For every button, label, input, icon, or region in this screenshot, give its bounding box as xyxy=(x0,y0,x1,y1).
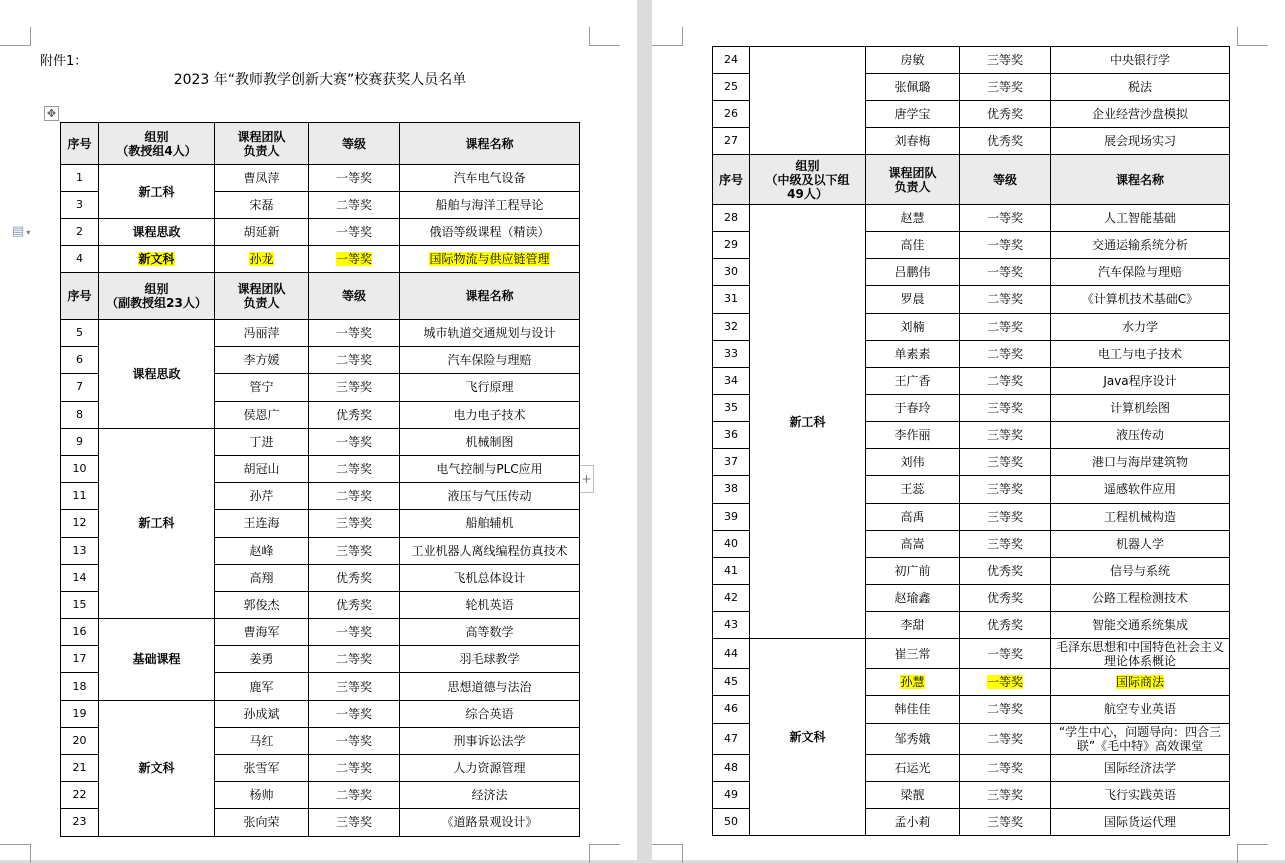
header-course-line: 课程名称 xyxy=(465,136,514,151)
cell-level: 一等奖 xyxy=(309,165,400,192)
chevron-down-icon: ▾ xyxy=(26,228,31,237)
row-number: 31 xyxy=(713,286,750,313)
cell-level: 一等奖 xyxy=(960,205,1051,232)
cell-leader: 管宁 xyxy=(215,374,309,401)
row-number: 23 xyxy=(61,809,99,836)
cell-level: 三等奖 xyxy=(960,476,1051,503)
highlighted-leader: 孙慧 xyxy=(900,675,925,690)
cell-course: 机器人学 xyxy=(1051,530,1230,557)
cell-leader: 石运光 xyxy=(866,754,960,781)
row-number: 38 xyxy=(713,476,750,503)
cell-course: 汽车保险与理赔 xyxy=(1051,259,1230,286)
cell-level: 一等奖 xyxy=(309,700,400,727)
header-level-line: 等级 xyxy=(341,136,366,151)
cell-leader: 房敏 xyxy=(866,47,960,74)
header-group-line: （中级及以下组 xyxy=(765,172,850,187)
cell-course: 《计算机技术基础C》 xyxy=(1051,286,1230,313)
cell-level: 二等奖 xyxy=(309,192,400,219)
corner-mark xyxy=(589,27,620,46)
header-group-line: （副教授组23人） xyxy=(106,296,207,310)
corner-mark xyxy=(1237,27,1268,46)
header-course xyxy=(400,123,580,165)
cell-leader: 曹凤萍 xyxy=(215,165,309,192)
cell-course: 税法 xyxy=(1051,74,1230,101)
cell-course: 水力学 xyxy=(1051,313,1230,340)
cell-level: 一等奖 xyxy=(309,320,400,347)
header-leader-line: 课程团队 xyxy=(888,165,937,180)
corner-mark xyxy=(0,27,31,46)
table-row xyxy=(61,219,580,246)
cell-level: 二等奖 xyxy=(960,313,1051,340)
cell-leader: 张雪军 xyxy=(215,755,309,782)
row-number: 17 xyxy=(61,646,99,673)
table-header-row xyxy=(61,273,580,320)
cell-course: 遥感软件应用 xyxy=(1051,476,1230,503)
cell-course: 汽车保险与理赔 xyxy=(400,347,580,374)
cell-leader: 姜勇 xyxy=(215,646,309,673)
row-number: 34 xyxy=(713,367,750,394)
document-icon: ▤ xyxy=(12,224,25,239)
cell-leader: 刘春梅 xyxy=(866,128,960,155)
cell-leader: 高嵩 xyxy=(866,530,960,557)
cell-level: 一等奖 xyxy=(960,259,1051,286)
header-seq-line: 序号 xyxy=(67,136,92,151)
cell-leader: 侯恩广 xyxy=(215,401,309,428)
cell-level: 三等奖 xyxy=(960,74,1051,101)
cell-level: 三等奖 xyxy=(309,510,400,537)
highlighted-leader: 孙龙 xyxy=(249,252,274,266)
row-number: 42 xyxy=(713,584,750,611)
header-seq xyxy=(61,123,99,165)
corner-mark xyxy=(0,844,31,863)
cell-course: 航空专业英语 xyxy=(1051,696,1230,723)
cell-level: 三等奖 xyxy=(960,394,1051,421)
cell-course: 电力电子技术 xyxy=(400,401,580,428)
cell-level: 一等奖 xyxy=(309,727,400,754)
highlighted-level: 一等奖 xyxy=(335,252,372,266)
cell-leader: 赵峰 xyxy=(215,537,309,564)
cell-level: 优秀奖 xyxy=(309,401,400,428)
page-tool-icon[interactable] xyxy=(12,224,30,239)
cell-level: 一等奖 xyxy=(309,619,400,646)
cell-course: 机械制图 xyxy=(400,428,580,455)
row-number: 48 xyxy=(713,754,750,781)
cell-leader xyxy=(866,669,960,696)
corner-mark xyxy=(589,844,620,863)
cell-course: 经济法 xyxy=(400,782,580,809)
header-group-line: 组别 xyxy=(144,129,169,144)
cell-leader: 王蕊 xyxy=(866,476,960,503)
cell-leader: 吕鹏伟 xyxy=(866,259,960,286)
cell-leader: 曹海军 xyxy=(215,619,309,646)
cell-leader: 于春玲 xyxy=(866,394,960,421)
cell-level: 优秀奖 xyxy=(960,612,1051,639)
table-row xyxy=(61,700,580,727)
cell-leader: 李作丽 xyxy=(866,422,960,449)
cell-course: Java程序设计 xyxy=(1051,367,1230,394)
row-number: 27 xyxy=(713,128,750,155)
row-number: 43 xyxy=(713,612,750,639)
cell-leader: 崔三常 xyxy=(866,639,960,669)
header-leader-line: 负责人 xyxy=(243,143,280,158)
cell-level: 二等奖 xyxy=(960,723,1051,754)
cell-leader: 胡冠山 xyxy=(215,455,309,482)
cell-leader: 张佩璐 xyxy=(866,74,960,101)
cell-course: 人力资源管理 xyxy=(400,755,580,782)
header-leader xyxy=(866,155,960,205)
row-number: 19 xyxy=(61,700,99,727)
row-number: 32 xyxy=(713,313,750,340)
cell-course: 信号与系统 xyxy=(1051,557,1230,584)
header-seq-line: 序号 xyxy=(718,172,743,187)
cell-course: 展会现场实习 xyxy=(1051,128,1230,155)
cell-level: 优秀奖 xyxy=(960,584,1051,611)
group-cell: 新工科 xyxy=(99,428,215,618)
row-number: 47 xyxy=(713,723,750,754)
cell-course: 飞机总体设计 xyxy=(400,564,580,591)
row-number: 11 xyxy=(61,483,99,510)
cell-course xyxy=(1051,669,1230,696)
cell-level: 一等奖 xyxy=(960,639,1051,669)
cell-leader: 马红 xyxy=(215,727,309,754)
cell-level: 优秀奖 xyxy=(960,557,1051,584)
group-cell: 新文科 xyxy=(99,700,215,836)
cell-level: 二等奖 xyxy=(960,367,1051,394)
cell-course: 船舶辅机 xyxy=(400,510,580,537)
cell-level: 一等奖 xyxy=(309,428,400,455)
row-number: 46 xyxy=(713,696,750,723)
cell-course: 国际经济法学 xyxy=(1051,754,1230,781)
row-number: 40 xyxy=(713,530,750,557)
cell-course: 综合英语 xyxy=(400,700,580,727)
cell-course: 交通运输系统分析 xyxy=(1051,232,1230,259)
cell-course: 港口与海岸建筑物 xyxy=(1051,449,1230,476)
row-number: 10 xyxy=(61,455,99,482)
table-row xyxy=(713,205,1230,232)
row-number: 15 xyxy=(61,591,99,618)
cell-level: 三等奖 xyxy=(960,503,1051,530)
group-cell: 新工科 xyxy=(750,205,866,639)
cell-level: 三等奖 xyxy=(960,449,1051,476)
header-level xyxy=(309,273,400,320)
cell-course: 刑事诉讼法学 xyxy=(400,727,580,754)
cell-leader: 孟小莉 xyxy=(866,808,960,835)
cell-leader: 唐学宝 xyxy=(866,101,960,128)
cell-course: 电工与电子技术 xyxy=(1051,340,1230,367)
cell-course: 思想道德与法治 xyxy=(400,673,580,700)
row-number: 33 xyxy=(713,340,750,367)
row-number: 8 xyxy=(61,401,99,428)
row-number: 22 xyxy=(61,782,99,809)
cell-level: 三等奖 xyxy=(309,809,400,836)
group-cell: 课程思政 xyxy=(99,219,215,246)
cell-level: 优秀奖 xyxy=(309,591,400,618)
cell-leader: 李方媛 xyxy=(215,347,309,374)
header-group xyxy=(99,273,215,320)
cell-course: 智能交通系统集成 xyxy=(1051,612,1230,639)
add-column-button[interactable]: + xyxy=(579,465,594,493)
header-group-line: 49人） xyxy=(787,186,828,201)
table-row xyxy=(713,47,1230,74)
cell-level: 二等奖 xyxy=(309,483,400,510)
cell-level: 二等奖 xyxy=(309,455,400,482)
header-seq xyxy=(61,273,99,320)
cell-course: 计算机绘图 xyxy=(1051,394,1230,421)
row-number: 14 xyxy=(61,564,99,591)
row-number: 36 xyxy=(713,422,750,449)
cell-level: 一等奖 xyxy=(309,219,400,246)
header-leader-line: 负责人 xyxy=(243,296,280,310)
cell-course: 汽车电气设备 xyxy=(400,165,580,192)
row-number: 9 xyxy=(61,428,99,455)
row-number: 6 xyxy=(61,347,99,374)
cell-leader: 胡延新 xyxy=(215,219,309,246)
header-group xyxy=(99,123,215,165)
cell-course: 俄语等级课程（精读） xyxy=(400,219,580,246)
cell-course: 《道路景观设计》 xyxy=(400,809,580,836)
row-number: 21 xyxy=(61,755,99,782)
row-number: 26 xyxy=(713,101,750,128)
table-row xyxy=(61,428,580,455)
cell-level: 三等奖 xyxy=(960,47,1051,74)
cell-course: 高等数学 xyxy=(400,619,580,646)
cell-level: 二等奖 xyxy=(960,340,1051,367)
cell-level: 三等奖 xyxy=(309,374,400,401)
cell-leader: 张向荣 xyxy=(215,809,309,836)
cell-leader: 杨帅 xyxy=(215,782,309,809)
cell-leader: 鹿军 xyxy=(215,673,309,700)
cell-leader: 孙成斌 xyxy=(215,700,309,727)
table-move-handle-icon[interactable]: ✥ xyxy=(44,106,59,121)
cell-course: 中央银行学 xyxy=(1051,47,1230,74)
cell-level: 二等奖 xyxy=(309,755,400,782)
cell-leader: 李甜 xyxy=(866,612,960,639)
cell-leader: 刘楠 xyxy=(866,313,960,340)
header-leader-line: 负责人 xyxy=(894,179,931,194)
cell-level xyxy=(309,246,400,273)
row-number: 18 xyxy=(61,673,99,700)
cell-course: 工业机器人离线编程仿真技术 xyxy=(400,537,580,564)
cell-level: 优秀奖 xyxy=(960,101,1051,128)
cell-course: 人工智能基础 xyxy=(1051,205,1230,232)
cell-course: 液压传动 xyxy=(1051,422,1230,449)
attachment-label: 附件1： xyxy=(40,54,88,69)
cell-course: 船舶与海洋工程导论 xyxy=(400,192,580,219)
group-cell: 新文科 xyxy=(750,639,866,836)
group-cell: 基础课程 xyxy=(99,619,215,701)
row-number: 25 xyxy=(713,74,750,101)
corner-mark xyxy=(652,27,683,46)
header-leader-line: 课程团队 xyxy=(237,282,286,296)
cell-level xyxy=(960,669,1051,696)
highlighted-course: 国际商法 xyxy=(1115,675,1164,690)
header-course xyxy=(400,273,580,320)
cell-level: 三等奖 xyxy=(960,808,1051,835)
highlighted-level: 一等奖 xyxy=(986,675,1023,690)
header-level-line: 等级 xyxy=(341,289,366,303)
awards-table-left xyxy=(60,122,580,837)
cell-level: 一等奖 xyxy=(960,232,1051,259)
cell-level: 三等奖 xyxy=(960,781,1051,808)
cell-course: 毛泽东思想和中国特色社会主义理论体系概论 xyxy=(1051,639,1230,669)
cell-course: 工程机械构造 xyxy=(1051,503,1230,530)
cell-level: 优秀奖 xyxy=(960,128,1051,155)
header-level xyxy=(960,155,1051,205)
row-number: 37 xyxy=(713,449,750,476)
cell-course: 轮机英语 xyxy=(400,591,580,618)
cell-leader: 赵慧 xyxy=(866,205,960,232)
cell-course: “学生中心，问题导向：四合三联”《毛中特》高效课堂 xyxy=(1051,723,1230,754)
cell-level: 优秀奖 xyxy=(309,564,400,591)
row-number: 49 xyxy=(713,781,750,808)
row-number: 4 xyxy=(61,246,99,273)
row-number: 28 xyxy=(713,205,750,232)
cell-level: 二等奖 xyxy=(309,646,400,673)
row-number: 20 xyxy=(61,727,99,754)
cell-leader: 韩佳佳 xyxy=(866,696,960,723)
row-number: 45 xyxy=(713,669,750,696)
awards-table-right xyxy=(712,46,1230,836)
group-cell: 新工科 xyxy=(99,165,215,219)
header-leader xyxy=(215,123,309,165)
cell-leader: 邹秀娥 xyxy=(866,723,960,754)
cell-course xyxy=(400,246,580,273)
cell-course: 飞行实践英语 xyxy=(1051,781,1230,808)
row-number: 50 xyxy=(713,808,750,835)
cell-leader: 冯丽萍 xyxy=(215,320,309,347)
cell-level: 二等奖 xyxy=(960,754,1051,781)
header-seq-line: 序号 xyxy=(67,289,92,303)
cell-leader: 王连海 xyxy=(215,510,309,537)
group-cell xyxy=(750,47,866,155)
cell-course: 城市轨道交通规划与设计 xyxy=(400,320,580,347)
cell-leader: 梁靓 xyxy=(866,781,960,808)
header-leader xyxy=(215,273,309,320)
row-number: 1 xyxy=(61,165,99,192)
cell-leader: 王广香 xyxy=(866,367,960,394)
cell-course: 飞行原理 xyxy=(400,374,580,401)
header-group-line: （教授组4人） xyxy=(116,143,197,158)
cell-leader: 罗晨 xyxy=(866,286,960,313)
group-cell: 课程思政 xyxy=(99,320,215,429)
cell-leader: 孙芹 xyxy=(215,483,309,510)
cell-course: 羽毛球教学 xyxy=(400,646,580,673)
document-title: 2023 年“教师教学创新大赛”校赛获奖人员名单 xyxy=(173,72,467,88)
row-number: 39 xyxy=(713,503,750,530)
row-number: 24 xyxy=(713,47,750,74)
cell-leader: 刘伟 xyxy=(866,449,960,476)
corner-mark xyxy=(1237,844,1268,863)
header-group-line: 组别 xyxy=(795,158,820,173)
header-course-line: 课程名称 xyxy=(1115,172,1164,187)
cell-course: 液压与气压传动 xyxy=(400,483,580,510)
row-number: 2 xyxy=(61,219,99,246)
header-course-line: 课程名称 xyxy=(465,289,514,303)
cell-leader xyxy=(215,246,309,273)
cell-level: 三等奖 xyxy=(309,537,400,564)
row-number: 29 xyxy=(713,232,750,259)
cell-level: 三等奖 xyxy=(960,530,1051,557)
header-leader-line: 课程团队 xyxy=(237,129,286,144)
cell-leader: 宋磊 xyxy=(215,192,309,219)
header-level xyxy=(309,123,400,165)
row-number: 5 xyxy=(61,320,99,347)
cell-level: 二等奖 xyxy=(309,782,400,809)
row-number: 41 xyxy=(713,557,750,584)
header-level-line: 等级 xyxy=(992,172,1017,187)
row-number: 13 xyxy=(61,537,99,564)
cell-leader: 高禹 xyxy=(866,503,960,530)
cell-course: 公路工程检测技术 xyxy=(1051,584,1230,611)
row-number: 7 xyxy=(61,374,99,401)
cell-leader: 丁进 xyxy=(215,428,309,455)
cell-level: 二等奖 xyxy=(960,696,1051,723)
row-number: 16 xyxy=(61,619,99,646)
cell-leader: 单素素 xyxy=(866,340,960,367)
cell-course: 国际货运代理 xyxy=(1051,808,1230,835)
row-number: 12 xyxy=(61,510,99,537)
table-row xyxy=(61,320,580,347)
cell-leader: 郭俊杰 xyxy=(215,591,309,618)
group-label-highlighted: 新文科 xyxy=(138,252,175,266)
cell-course: 电气控制与PLC应用 xyxy=(400,455,580,482)
cell-level: 二等奖 xyxy=(309,347,400,374)
row-number: 35 xyxy=(713,394,750,421)
table-header-row xyxy=(713,155,1230,205)
cell-leader: 高佳 xyxy=(866,232,960,259)
row-number: 30 xyxy=(713,259,750,286)
table-row xyxy=(61,246,580,273)
cell-level: 三等奖 xyxy=(309,673,400,700)
cell-level: 三等奖 xyxy=(960,422,1051,449)
cell-leader: 初广前 xyxy=(866,557,960,584)
corner-mark xyxy=(652,844,683,863)
cell-level: 二等奖 xyxy=(960,286,1051,313)
table-header-row xyxy=(61,123,580,165)
cell-leader: 赵瑜鑫 xyxy=(866,584,960,611)
cell-course: 企业经营沙盘模拟 xyxy=(1051,101,1230,128)
row-number: 44 xyxy=(713,639,750,669)
table-row xyxy=(713,639,1230,669)
header-group-line: 组别 xyxy=(144,282,169,296)
cell-leader: 高翔 xyxy=(215,564,309,591)
table-row xyxy=(61,165,580,192)
header-seq xyxy=(713,155,750,205)
header-course xyxy=(1051,155,1230,205)
table-row xyxy=(61,619,580,646)
header-group xyxy=(750,155,866,205)
highlighted-course: 国际物流与供应链管理 xyxy=(429,252,550,266)
group-cell xyxy=(99,246,215,273)
row-number: 3 xyxy=(61,192,99,219)
